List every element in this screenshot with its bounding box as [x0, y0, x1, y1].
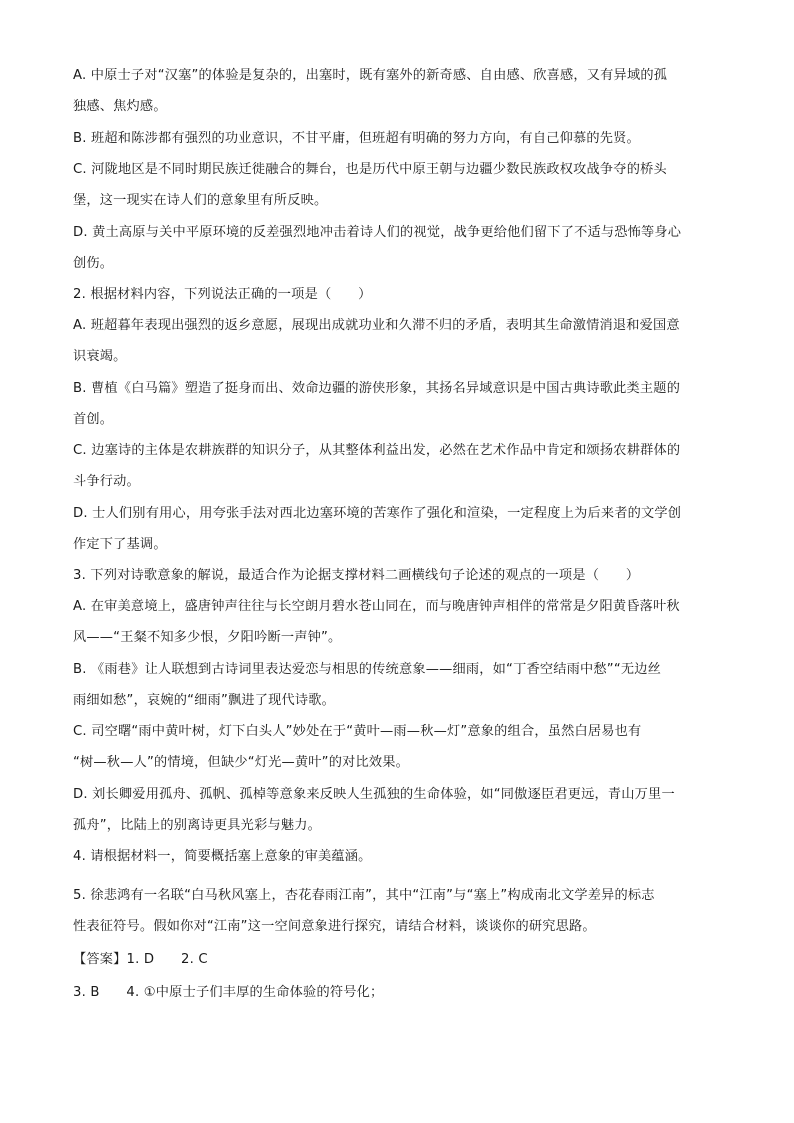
option-1c-line-1: C. 河陇地区是不同时期民族迁徙融合的舞台，也是历代中原王朝与边疆少数民族政权攻战争夺的桥头: [73, 162, 667, 177]
option-3a-line-1: A. 在审美意境上，盛唐钟声往往与长空朗月碧水苍山同在，而与晚唐钟声相伴的常常是夕阳黄昏落叶秋: [73, 599, 680, 614]
option-2c-line-1: C. 边塞诗的主体是农耕族群的知识分子，从其整体利益出发，必然在艺术作品中肯定和颂扬农耕群体的: [73, 443, 681, 458]
option-1a-line-2: 独感、焦灼感。: [73, 99, 167, 114]
question-3-stem: 3. 下列对诗歌意象的解说，最适合作为论据支撑材料二画横线句子论述的观点的一项是（ ）: [73, 568, 640, 583]
option-2a-line-2: 识衰竭。: [73, 349, 127, 364]
option-2d-line-1: D. 士人们别有用心，用夸张手法对西北边塞环境的苦寒作了强化和渲染，一定程度上为后来者的文学创: [73, 506, 682, 521]
option-3b-line-2: 雨细如愁”，哀婉的“细雨”飘进了现代诗歌。: [73, 693, 336, 708]
option-1b-line-1: B. 班超和陈涉都有强烈的功业意识，不甘平庸，但班超有明确的努力方向，有自己仰慕的先贤。: [73, 131, 640, 146]
option-2b-line-1: B. 曹植《白马篇》塑造了挺身而出、效命边疆的游侠形象，其扬名异域意识是中国古典诗歌此类主题的: [73, 381, 681, 396]
option-3a-line-2: 风——“王粲不知多少恨，夕阳吟断一声钟”。: [73, 630, 342, 645]
option-3c-line-1: C. 司空曙“雨中黄叶树，灯下白头人”妙处在于“黄叶—雨—秋—灯”意象的组合，虽然白居易也有: [73, 724, 642, 739]
option-2a-line-1: A. 班超暮年表现出强烈的返乡意愿，展现出成就功业和久滞不归的矛盾，表明其生命激情消退和爱国意: [73, 318, 680, 333]
question-5-line-2: 性表征符号。假如你对“江南”这一空间意象进行探究，请结合材料，谈谈你的研究思路。: [73, 919, 596, 934]
option-2b-line-2: 首创。: [73, 412, 114, 427]
answer-line-2: 3. B 4. ①中原士子们丰厚的生命体验的符号化；: [73, 985, 384, 1000]
question-4-stem: 4. 请根据材料一，简要概括塞上意象的审美蕴涵。: [73, 849, 372, 864]
option-2c-line-2: 斗争行动。: [73, 474, 140, 489]
question-2-stem: 2. 根据材料内容，下列说法正确的一项是（ ）: [73, 287, 372, 302]
option-1c-line-2: 堡，这一现实在诗人们的意象里有所反映。: [73, 193, 328, 208]
option-1d-line-2: 创伤。: [73, 256, 114, 271]
answer-line-1: 【答案】1. D 2. C: [73, 952, 208, 967]
option-1d-line-1: D. 黄土高原与关中平原环境的反差强烈地冲击着诗人们的视觉，战争更给他们留下了不适与恐怖等身心: [73, 225, 682, 240]
option-3d-line-1: D. 刘长卿爱用孤舟、孤帆、孤棹等意象来反映人生孤独的生命体验，如“同傲逐臣君更远，青山万里一: [73, 787, 675, 802]
option-2d-line-2: 作定下了基调。: [73, 537, 167, 552]
option-3b-line-1: B. 《雨巷》让人联想到古诗词里表达爱恋与相思的传统意象——细雨，如“丁香空结雨中愁”“无边丝: [73, 662, 662, 677]
option-3c-line-2: “树—秋—人”的情境，但缺少“灯光—黄叶”的对比效果。: [73, 755, 410, 770]
option-3d-line-2: 孤舟”，比陆上的别离诗更具光彩与魅力。: [73, 818, 322, 833]
option-1a-line-1: A. 中原士子对“汉塞”的体验是复杂的，出塞时，既有塞外的新奇感、自由感、欣喜感，又有异域的孤: [73, 68, 668, 83]
question-5-line-1: 5. 徐悲鸿有一名联“白马秋风塞上，杏花春雨江南”，其中“江南”与“塞上”构成南北文学差异的标志: [73, 888, 655, 903]
